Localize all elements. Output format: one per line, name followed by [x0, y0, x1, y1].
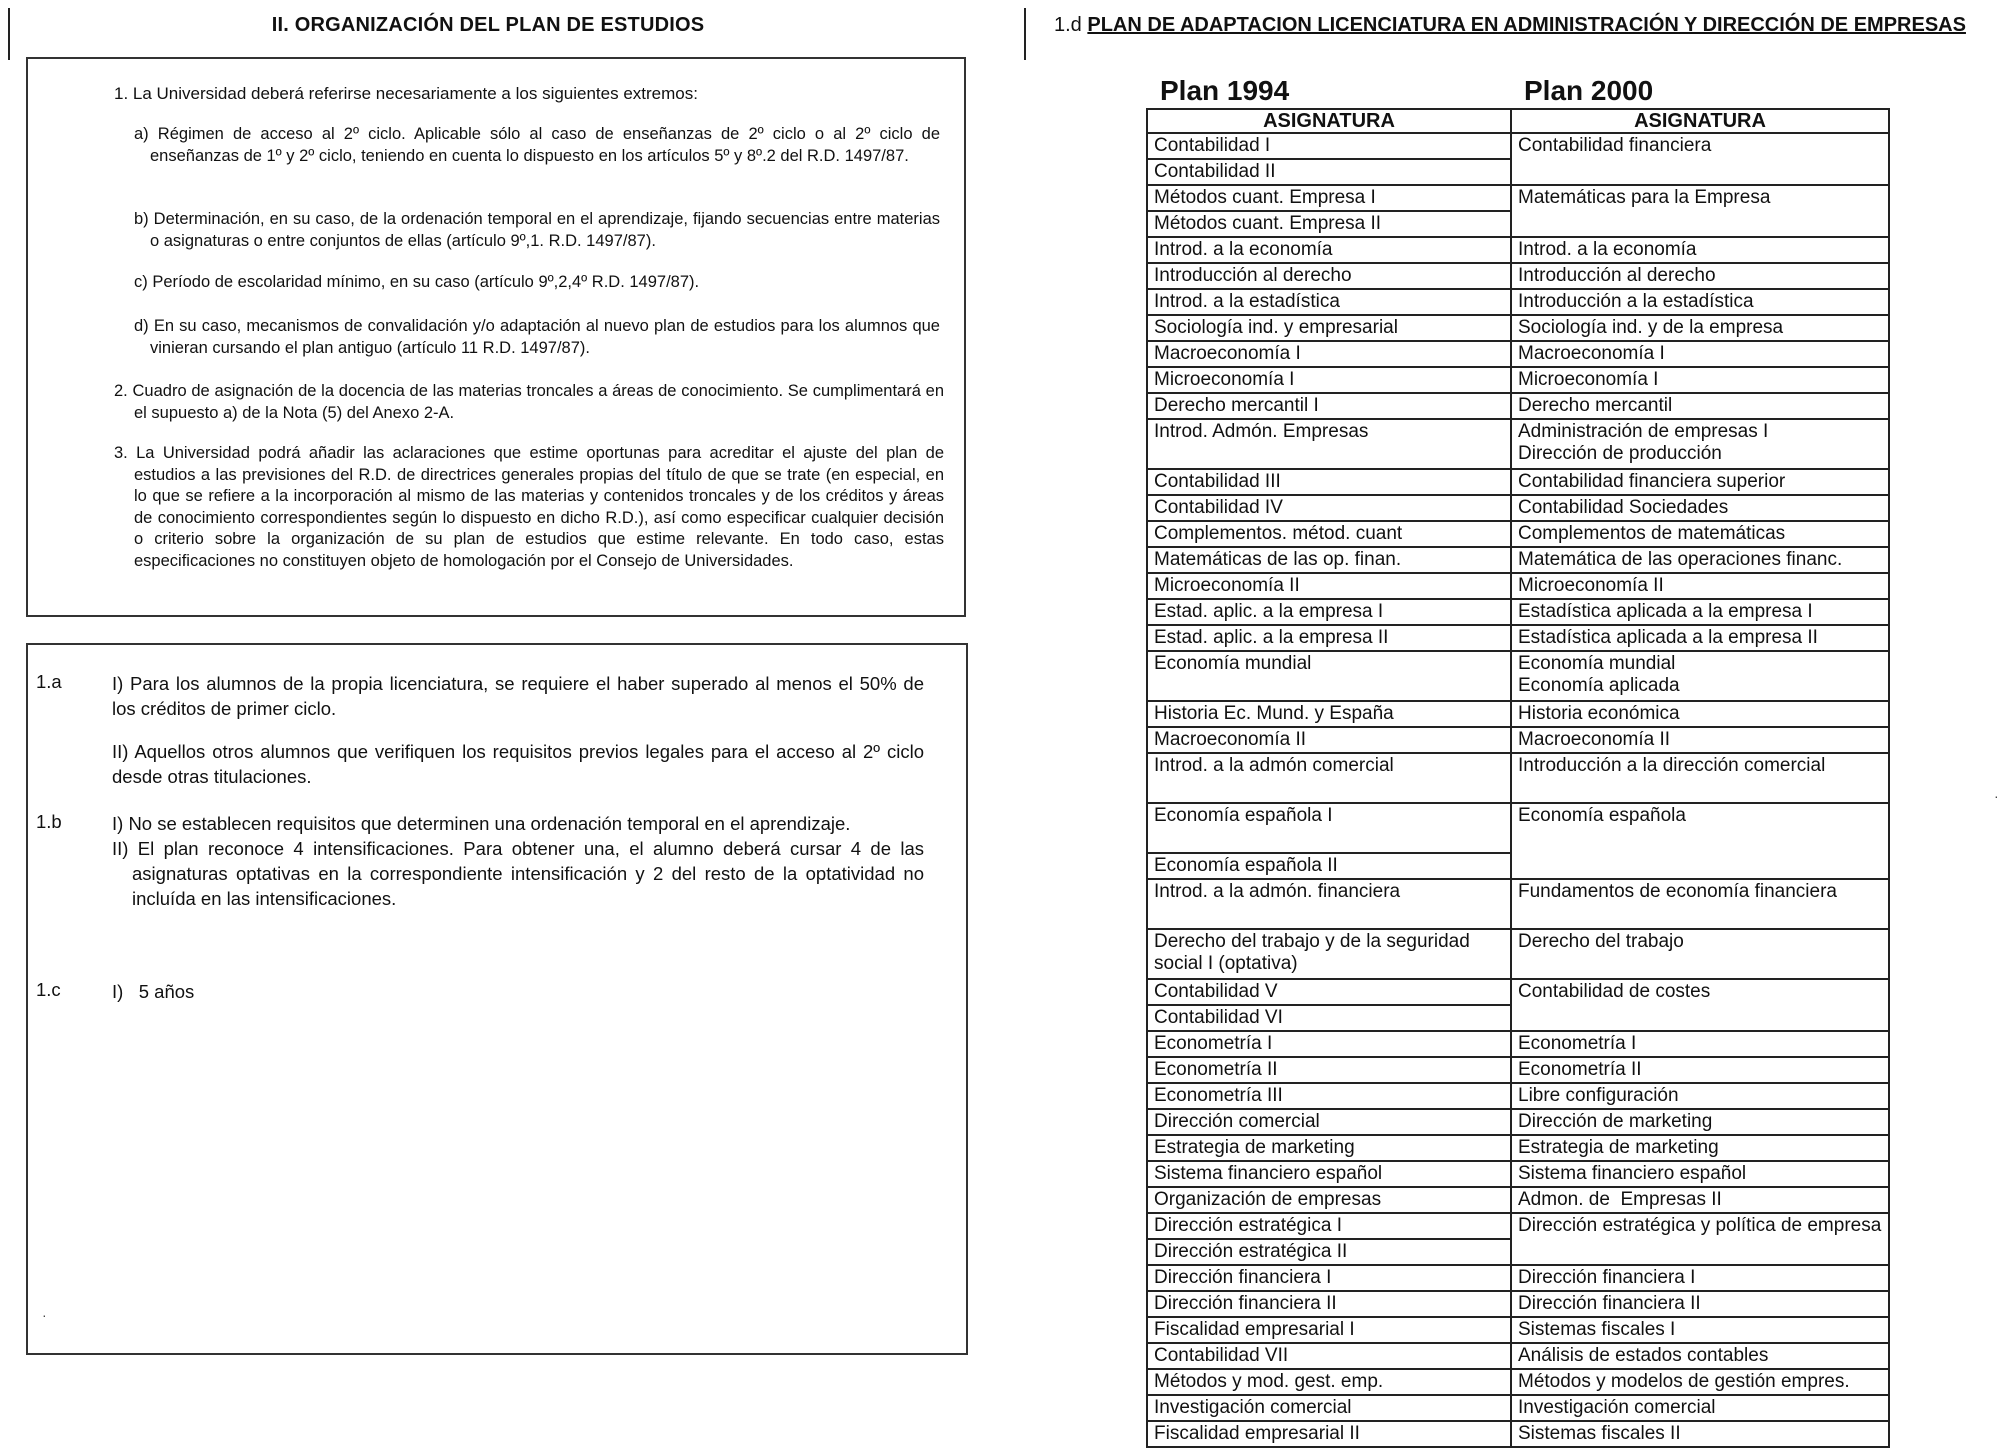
- table-row: [1147, 753, 1889, 803]
- subject-2000-line: Administración de empresas I: [1518, 421, 1769, 442]
- subject-2000: [1511, 159, 1889, 185]
- section-title: II. ORGANIZACIÓN DEL PLAN DE ESTUDIOS: [271, 14, 705, 36]
- table-row: [1147, 1057, 1889, 1083]
- center-margin-rule: [1024, 8, 1026, 60]
- subject-2000: Introducción a la dirección comercial: [1511, 753, 1889, 803]
- subject-2000: [1511, 211, 1889, 237]
- subject-1994: Economía española I: [1147, 803, 1511, 853]
- table-row: [1147, 573, 1889, 599]
- subject-1994: Contabilidad VI: [1147, 1005, 1511, 1031]
- column-header-2000: ASIGNATURA: [1511, 109, 1889, 133]
- table-header-row: [1147, 109, 1889, 133]
- subject-2000-line: Dirección de producción: [1518, 443, 1722, 464]
- subject-2000: Libre configuración: [1511, 1083, 1889, 1109]
- table-row: [1147, 469, 1889, 495]
- subject-2000: Investigación comercial: [1511, 1395, 1889, 1421]
- subject-1994: Contabilidad VII: [1147, 1343, 1511, 1369]
- table-row: [1147, 341, 1889, 367]
- subject-1994: Métodos y mod. gest. emp.: [1147, 1369, 1511, 1395]
- table-row: [1147, 599, 1889, 625]
- subject-1994: Fiscalidad empresarial I: [1147, 1317, 1511, 1343]
- table-row: [1147, 1421, 1889, 1447]
- answer-label-1a: 1.a: [36, 671, 62, 692]
- table-row: [1147, 1187, 1889, 1213]
- table-row: [1147, 263, 1889, 289]
- column-header-1994: ASIGNATURA: [1147, 109, 1511, 133]
- table-row: [1147, 211, 1889, 237]
- subject-2000: Introducción a la estadística: [1511, 289, 1889, 315]
- table-row: [1147, 185, 1889, 211]
- subject-2000: Matemáticas para la Empresa: [1511, 185, 1889, 211]
- table-row: [1147, 1291, 1889, 1317]
- subject-1994: Derecho del trabajo y de la seguridad social I (optativa): [1147, 929, 1511, 979]
- subject-2000: Contabilidad Sociedades: [1511, 495, 1889, 521]
- subject-1994: Sociología ind. y empresarial: [1147, 315, 1511, 341]
- subject-2000-line: Economía aplicada: [1518, 675, 1680, 696]
- subject-1994: Econometría III: [1147, 1083, 1511, 1109]
- instruction-d: d) En su caso, mecanismos de convalidación y/o adaptación al nuevo plan de estudios para los alumnos que vinieran cursando el plan antiguo (artículo 11 R.D. 1497/87).: [134, 317, 940, 357]
- subject-2000: Microeconomía I: [1511, 367, 1889, 393]
- answer-label-1c: 1.c: [36, 979, 61, 1000]
- table-row: [1147, 521, 1889, 547]
- subject-1994: Macroeconomía II: [1147, 727, 1511, 753]
- subject-1994: Econometría I: [1147, 1031, 1511, 1057]
- subject-2000: Complementos de matemáticas: [1511, 521, 1889, 547]
- table-row: [1147, 315, 1889, 341]
- answer-1c: I) 5 años: [112, 981, 195, 1002]
- subject-2000: Macroeconomía I: [1511, 341, 1889, 367]
- table-row: [1147, 237, 1889, 263]
- subject-2000: Análisis de estados contables: [1511, 1343, 1889, 1369]
- subject-2000: Fundamentos de economía financiera: [1511, 879, 1889, 929]
- subject-1994: Contabilidad II: [1147, 159, 1511, 185]
- subject-2000: Economía española: [1511, 803, 1889, 853]
- table-row: [1147, 625, 1889, 651]
- table-row: [1147, 1135, 1889, 1161]
- subject-2000: Sistemas fiscales II: [1511, 1421, 1889, 1447]
- subject-1994: Introd. a la admón. financiera: [1147, 879, 1511, 929]
- subject-2000: Derecho del trabajo: [1511, 929, 1889, 979]
- subject-1994: Métodos cuant. Empresa II: [1147, 211, 1511, 237]
- subject-1994: Complementos. métod. cuant: [1147, 521, 1511, 547]
- subject-1994: Derecho mercantil I: [1147, 393, 1511, 419]
- table-row: [1147, 979, 1889, 1005]
- adaptation-title-prefix: 1.d: [1054, 14, 1082, 36]
- table-row: [1147, 547, 1889, 573]
- subject-2000: Dirección financiera II: [1511, 1291, 1889, 1317]
- subject-2000: Sistema financiero español: [1511, 1161, 1889, 1187]
- subject-1994: Contabilidad III: [1147, 469, 1511, 495]
- table-row: [1147, 1343, 1889, 1369]
- instruction-intro: 1. La Universidad deberá referirse necesariamente a los siguientes extremos:: [114, 84, 698, 103]
- subject-2000: [1511, 419, 1889, 469]
- subject-2000: Econometría II: [1511, 1057, 1889, 1083]
- subject-1994: Contabilidad IV: [1147, 495, 1511, 521]
- subject-2000: [1511, 853, 1889, 879]
- subject-1994: Introducción al derecho: [1147, 263, 1511, 289]
- plan-1994-heading: Plan 1994: [1160, 75, 1290, 106]
- table-row: [1147, 1369, 1889, 1395]
- subject-2000: Estadística aplicada a la empresa I: [1511, 599, 1889, 625]
- table-row: [1147, 651, 1889, 701]
- table-row: [1147, 419, 1889, 469]
- subject-1994: Investigación comercial: [1147, 1395, 1511, 1421]
- subject-2000: [1511, 651, 1889, 701]
- subject-1994: Estrategia de marketing: [1147, 1135, 1511, 1161]
- subject-2000: Econometría I: [1511, 1031, 1889, 1057]
- subject-1994: Economía mundial: [1147, 651, 1511, 701]
- subject-2000: Admon. de Empresas II: [1511, 1187, 1889, 1213]
- subject-1994: Dirección comercial: [1147, 1109, 1511, 1135]
- answer-1a-ii: II) Aquellos otros alumnos que verifiquen los requisitos previos legales para el acceso al 2º ciclo desde otras titulaciones.: [112, 741, 924, 787]
- instruction-c: c) Período de escolaridad mínimo, en su caso (artículo 9º,2,4º R.D. 1497/87).: [134, 273, 700, 291]
- plan-2000-heading: Plan 2000: [1524, 75, 1654, 106]
- table-row: [1147, 701, 1889, 727]
- subject-1994: Microeconomía II: [1147, 573, 1511, 599]
- subject-1994: Microeconomía I: [1147, 367, 1511, 393]
- table-row: [1147, 1109, 1889, 1135]
- subject-1994: Introd. Admón. Empresas: [1147, 419, 1511, 469]
- table-row: [1147, 393, 1889, 419]
- instruction-2: 2. Cuadro de asignación de la docencia de las materias troncales a áreas de conocimiento. Se cumplimentará en el supuesto a) de la Nota (5) del Anexo 2-A.: [114, 382, 944, 422]
- subject-2000: Historia económica: [1511, 701, 1889, 727]
- table-row: [1147, 879, 1889, 929]
- table-row: [1147, 1317, 1889, 1343]
- subject-2000: [1511, 1005, 1889, 1031]
- subject-1994: Dirección estratégica II: [1147, 1239, 1511, 1265]
- subject-1994: Matemáticas de las op. finan.: [1147, 547, 1511, 573]
- subject-1994: Introd. a la admón comercial: [1147, 753, 1511, 803]
- answer-1b-ii: II) El plan reconoce 4 intensificaciones. Para obtener una, el alumno deberá cursar 4 de las asignaturas optativas en la correspondiente intensificación y 2 del resto de la optatividad no incluída en las intensificaciones.: [112, 838, 924, 909]
- subject-2000: Contabilidad de costes: [1511, 979, 1889, 1005]
- subject-2000-line: Economía mundial: [1518, 653, 1676, 674]
- table-row: [1147, 1005, 1889, 1031]
- subject-2000: Estadística aplicada a la empresa II: [1511, 625, 1889, 651]
- subject-2000: Matemática de las operaciones financ.: [1511, 547, 1889, 573]
- subject-1994: Dirección financiera II: [1147, 1291, 1511, 1317]
- table-row: [1147, 1395, 1889, 1421]
- table-row: [1147, 1213, 1889, 1239]
- subject-1994: Dirección financiera I: [1147, 1265, 1511, 1291]
- scan-speck: ·: [42, 1307, 47, 1323]
- instruction-b: b) Determinación, en su caso, de la ordenación temporal en el aprendizaje, fijando secuencias entre materias o asignaturas o entre conjuntos de ellas (artículo 9º,1. R.D. 1497/87).: [134, 210, 940, 250]
- subject-1994: Econometría II: [1147, 1057, 1511, 1083]
- subject-2000: Introd. a la economía: [1511, 237, 1889, 263]
- subject-1994: Historia Ec. Mund. y España: [1147, 701, 1511, 727]
- subject-2000: Estrategia de marketing: [1511, 1135, 1889, 1161]
- instructions-box: [26, 57, 966, 617]
- subject-2000: Dirección estratégica y política de empresa: [1511, 1213, 1889, 1265]
- table-row: [1147, 803, 1889, 853]
- subject-1994: Contabilidad V: [1147, 979, 1511, 1005]
- subject-1994: Economía española II: [1147, 853, 1511, 879]
- subject-1994: Dirección estratégica I: [1147, 1213, 1511, 1239]
- subject-1994: Organización de empresas: [1147, 1187, 1511, 1213]
- table-row: [1147, 495, 1889, 521]
- adaptation-title: [1054, 14, 1966, 37]
- table-row: [1147, 1031, 1889, 1057]
- answer-1b-i: I) No se establecen requisitos que determinen una ordenación temporal en el aprendizaje.: [112, 813, 851, 834]
- subject-2000: Métodos y modelos de gestión empres.: [1511, 1369, 1889, 1395]
- subject-2000: Derecho mercantil: [1511, 393, 1889, 419]
- answer-1a-i: I) Para los alumnos de la propia licenciatura, se requiere el haber superado al menos el 50% de los créditos de primer ciclo.: [112, 673, 924, 719]
- subject-1994: Introd. a la economía: [1147, 237, 1511, 263]
- adaptation-table: [1146, 108, 1890, 1448]
- table-row: [1147, 1161, 1889, 1187]
- subject-2000: Contabilidad financiera superior: [1511, 469, 1889, 495]
- answers-box: [26, 643, 968, 1355]
- subject-1994: Sistema financiero español: [1147, 1161, 1511, 1187]
- subject-1994: Fiscalidad empresarial II: [1147, 1421, 1511, 1447]
- scan-speck-right: ·: [1994, 788, 1999, 804]
- subject-1994: Introd. a la estadística: [1147, 289, 1511, 315]
- answer-1b-block: [112, 811, 924, 911]
- table-row: [1147, 289, 1889, 315]
- table-row: [1147, 853, 1889, 879]
- table-row: [1147, 727, 1889, 753]
- instruction-3: 3. La Universidad podrá añadir las aclaraciones que estime oportunas para acreditar el ajuste del plan de estudios a las previsiones del R.D. de directrices generales propias del título de que se trate (en especial, en lo que se refiere a la incorporación al mismo de las materias y contenidos troncales y de los créditos y áreas de conocimiento correspondientes según lo dispuesto en dicho R.D.), así como especificar cualquier decisión o criterio sobre la organización de su plan de estudios que estime relevante. En todo caso, estas especificaciones no constituyen objeto de homologación por el Consejo de Universidades.: [114, 444, 944, 570]
- subject-1994: Macroeconomía I: [1147, 341, 1511, 367]
- answer-label-1b: 1.b: [36, 811, 62, 832]
- instruction-a: a) Régimen de acceso al 2º ciclo. Aplicable sólo al caso de enseñanzas de 2º ciclo o al 2º ciclo de enseñanzas de 1º y 2º ciclo, teniendo en cuenta lo dispuesto en los artículos 5º y 8º.2 del R.D. 1497/87.: [134, 125, 940, 165]
- subject-2000: Contabilidad financiera: [1511, 133, 1889, 159]
- subject-2000: Introducción al derecho: [1511, 263, 1889, 289]
- subject-2000: Sistemas fiscales I: [1511, 1317, 1889, 1343]
- subject-2000: Microeconomía II: [1511, 573, 1889, 599]
- adaptation-title-text: PLAN DE ADAPTACION LICENCIATURA EN ADMINISTRACIÓN Y DIRECCIÓN DE EMPRESAS: [1087, 14, 1966, 36]
- table-row: [1147, 1265, 1889, 1291]
- subject-2000: Sociología ind. y de la empresa: [1511, 315, 1889, 341]
- table-row: [1147, 367, 1889, 393]
- subject-2000: Macroeconomía II: [1511, 727, 1889, 753]
- table-row: [1147, 159, 1889, 185]
- subject-1994: Estad. aplic. a la empresa I: [1147, 599, 1511, 625]
- table-row: [1147, 133, 1889, 159]
- subject-2000: Dirección de marketing: [1511, 1109, 1889, 1135]
- subject-2000: Dirección financiera I: [1511, 1265, 1889, 1291]
- subject-1994: Contabilidad I: [1147, 133, 1511, 159]
- table-row: [1147, 1083, 1889, 1109]
- left-margin-rule: [8, 8, 10, 60]
- table-row: [1147, 929, 1889, 979]
- subject-1994: Estad. aplic. a la empresa II: [1147, 625, 1511, 651]
- subject-1994: Métodos cuant. Empresa I: [1147, 185, 1511, 211]
